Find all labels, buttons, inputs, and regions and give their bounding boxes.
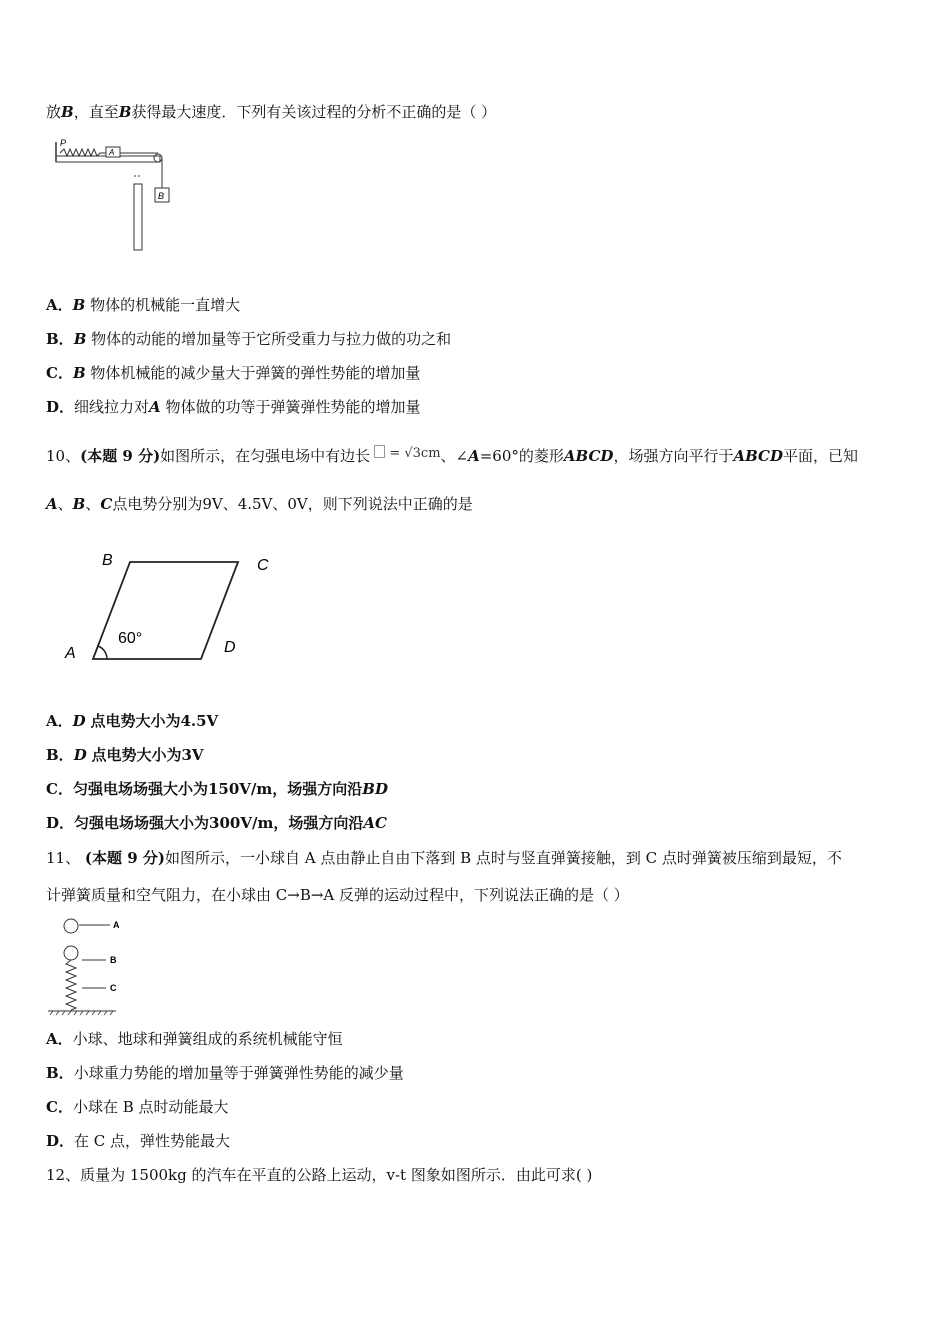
angle-label: 60° bbox=[118, 630, 143, 647]
q9-option-a bbox=[46, 295, 240, 315]
question-number: 10、 bbox=[46, 447, 81, 465]
q10-stem-text: 、 bbox=[57, 495, 73, 513]
option-var: BD bbox=[362, 780, 388, 798]
support-post bbox=[134, 184, 142, 250]
q9-option-c bbox=[46, 363, 420, 383]
q10-stem-text: 如图所示，在匀强电场中有边长 bbox=[160, 447, 371, 465]
question-score: (本题 9 分) bbox=[84, 849, 165, 867]
q11-option-c bbox=[46, 1097, 229, 1117]
option-label: B． bbox=[46, 746, 74, 764]
q10-option-d bbox=[46, 813, 387, 833]
option-label: A． bbox=[46, 296, 73, 314]
option-text: 细线拉力对 bbox=[74, 398, 150, 416]
label-b: B bbox=[110, 955, 117, 965]
q10-var: A bbox=[46, 495, 58, 513]
option-var: B bbox=[73, 330, 87, 348]
q10-option-a bbox=[46, 711, 218, 731]
vertex-label-c: C bbox=[257, 557, 269, 574]
q10-stem-text: 平面，已知 bbox=[783, 447, 859, 465]
q9-stem-text: 放 bbox=[46, 103, 62, 121]
option-text: 物体做的功等于弹簧弹性势能的增加量 bbox=[165, 398, 421, 416]
q11-option-d bbox=[46, 1131, 230, 1151]
q11-figure bbox=[44, 913, 134, 1017]
q10-figure bbox=[56, 540, 286, 670]
ground-hatch bbox=[50, 1011, 113, 1015]
q10-option-b bbox=[46, 745, 204, 765]
option-label: B． bbox=[46, 330, 74, 348]
q10-stem-text: 、 bbox=[85, 495, 101, 513]
option-text: 点电势大小为3V bbox=[91, 746, 204, 764]
option-text: 小球在 B 点时动能最大 bbox=[72, 1098, 229, 1116]
q10-var: B bbox=[72, 495, 86, 513]
vertex-label-a: A bbox=[65, 645, 76, 662]
q11-stem-line2 bbox=[46, 885, 629, 905]
q9-stem bbox=[46, 102, 496, 122]
rhombus-abcd bbox=[93, 562, 238, 659]
option-label: D． bbox=[46, 1132, 75, 1150]
option-text: 小球重力势能的增加量等于弹簧弹性势能的减少量 bbox=[73, 1064, 404, 1082]
option-label: D． bbox=[46, 398, 75, 416]
angle-arc bbox=[98, 646, 107, 659]
option-text: 在 C 点，弹性势能最大 bbox=[74, 1132, 231, 1150]
question-number: 11、 bbox=[46, 849, 81, 867]
option-text: 物体机械能的减少量大于弹簧的弹性势能的增加量 bbox=[90, 364, 421, 382]
q10-formula bbox=[370, 446, 440, 461]
option-var: B bbox=[72, 296, 86, 314]
vertex-label-b: B bbox=[102, 552, 113, 569]
question-number: 12、 bbox=[46, 1166, 81, 1184]
option-text: 物体的机械能一直增大 bbox=[90, 296, 241, 314]
label-a: A bbox=[113, 920, 120, 930]
ball-at-a bbox=[64, 919, 78, 933]
q9-stem-var: B bbox=[118, 103, 132, 121]
q10-option-c bbox=[46, 779, 388, 799]
spring bbox=[66, 960, 76, 1010]
q10-var: A bbox=[468, 447, 480, 465]
question-score: (本题 9 分) bbox=[80, 447, 161, 465]
q10-stem-line1 bbox=[46, 444, 858, 466]
option-text: 点电势大小为4.5V bbox=[90, 712, 219, 730]
formula-placeholder-box bbox=[374, 445, 385, 458]
q10-var: ABCD bbox=[733, 447, 783, 465]
q10-stem-text: 点电势分别为9V、4.5V、0V，则下列说法中正确的是 bbox=[112, 495, 473, 513]
pulley bbox=[154, 154, 162, 162]
option-text: 匀强电场场强大小为300V/m，场强方向沿 bbox=[74, 814, 364, 832]
q12-stem bbox=[46, 1165, 592, 1185]
option-label: D． bbox=[46, 814, 75, 832]
option-var: D bbox=[72, 712, 86, 730]
option-label: B． bbox=[46, 1064, 74, 1082]
option-label: A． bbox=[46, 712, 73, 730]
q10-stem-text: 、∠ bbox=[440, 447, 469, 465]
label-a: A bbox=[109, 148, 115, 157]
option-text: 物体的动能的增加量等于它所受重力与拉力做的功之和 bbox=[91, 330, 452, 348]
q11-option-b bbox=[46, 1063, 404, 1083]
option-text: 小球、地球和弹簧组成的系统机械能守恒 bbox=[72, 1030, 343, 1048]
q11-stem-text: 计弹簧质量和空气阻力，在小球由 C→B→A 反弹的运动过程中，下列说法正确的是（ ） bbox=[46, 886, 629, 904]
q9-option-b bbox=[46, 329, 451, 349]
option-label: C． bbox=[46, 364, 73, 382]
ball-at-b bbox=[64, 946, 78, 960]
label-b: B bbox=[158, 191, 165, 201]
q10-var: C bbox=[100, 495, 113, 513]
label-c: C bbox=[110, 983, 117, 993]
q10-var: ABCD bbox=[563, 447, 614, 465]
q9-option-d bbox=[46, 397, 420, 417]
spring bbox=[60, 149, 106, 156]
q12-stem-text: 质量为 1500kg 的汽车在平直的公路上运动，v-t 图象如图所示．由此可求( ) bbox=[80, 1166, 593, 1184]
q11-stem-line1 bbox=[46, 848, 842, 868]
option-label: A． bbox=[46, 1030, 73, 1048]
q9-stem-text: 获得最大速度．下列有关该过程的分析不正确的是（ ） bbox=[131, 103, 497, 121]
q9-stem-text: ，直至 bbox=[73, 103, 119, 121]
option-var: AC bbox=[363, 814, 387, 832]
q10-stem-text: =60°的菱形 bbox=[479, 447, 564, 465]
q11-stem-text: 如图所示，一小球自 A 点由静止自由下落到 B 点时与竖直弹簧接触，到 C 点时弹簧被压缩到最短，不 bbox=[164, 849, 842, 867]
option-text: 匀强电场场强大小为150V/m，场强方向沿 bbox=[72, 780, 363, 798]
vertex-label-d: D bbox=[224, 639, 236, 656]
q11-option-a bbox=[46, 1029, 343, 1049]
option-var: D bbox=[73, 746, 87, 764]
option-label: C． bbox=[46, 780, 73, 798]
option-var: B bbox=[72, 364, 86, 382]
q10-stem-text: ，场强方向平行于 bbox=[613, 447, 734, 465]
q9-figure bbox=[50, 136, 180, 256]
formula-text: = √3cm bbox=[389, 446, 441, 461]
option-label: C． bbox=[46, 1098, 73, 1116]
q10-stem-line2 bbox=[46, 494, 473, 514]
option-var: A bbox=[149, 398, 161, 416]
label-p: P bbox=[60, 138, 67, 148]
q9-stem-var: B bbox=[61, 103, 74, 121]
